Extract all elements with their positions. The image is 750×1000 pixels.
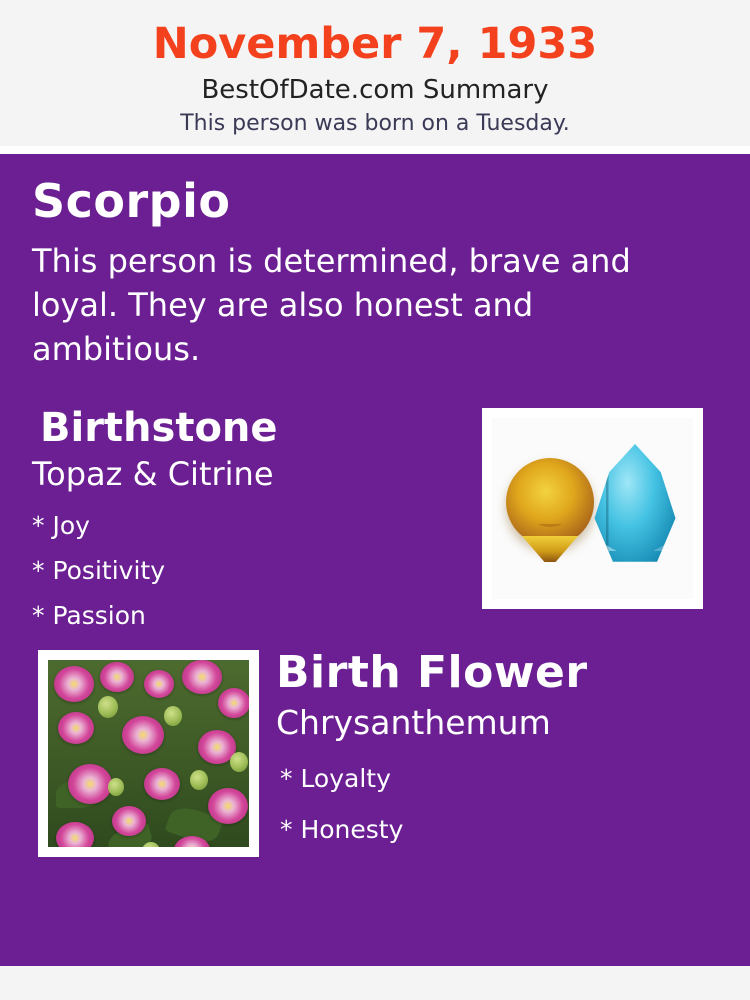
list-item: * Loyalty	[280, 764, 391, 794]
citrine-gem-icon	[506, 458, 594, 546]
birth-flower-name: Chrysanthemum	[276, 702, 551, 742]
birth-flower-section	[0, 647, 750, 880]
bud-icon	[98, 696, 118, 718]
flower-icon	[100, 662, 134, 692]
birth-flower-photo	[38, 650, 259, 857]
header-divider	[0, 146, 750, 154]
bud-icon	[164, 706, 182, 726]
bud-icon	[108, 778, 124, 796]
flower-icon	[208, 788, 248, 824]
flower-icon	[182, 660, 222, 694]
main-panel	[0, 154, 750, 966]
flower-icon	[54, 666, 94, 702]
birth-flower-title: Birth Flower	[276, 647, 588, 699]
list-item: * Positivity	[32, 556, 165, 586]
bud-icon	[230, 752, 248, 772]
birthstone-title: Birthstone	[40, 404, 278, 451]
flower-icon	[68, 764, 112, 804]
birth-flower-text	[276, 647, 740, 845]
flower-icon	[144, 670, 174, 698]
birth-day-text: This person was born on a Tuesday.	[180, 110, 570, 136]
citrine-gem-base-icon	[522, 536, 578, 562]
site-name: BestOfDate.com Summary	[201, 75, 549, 106]
flower-icon	[58, 712, 94, 744]
flower-icon	[144, 768, 180, 800]
zodiac-description: This person is determined, brave and loyal. They are also honest and ambitious.	[32, 241, 631, 368]
birth-flower-image	[48, 660, 249, 847]
list-item: * Joy	[32, 511, 90, 541]
list-item: * Honesty	[280, 815, 404, 845]
topaz-gem-icon	[589, 444, 681, 572]
list-item: * Passion	[32, 601, 146, 631]
flower-icon	[218, 688, 249, 718]
birthstone-name: Topaz & Citrine	[32, 454, 274, 493]
flower-icon	[122, 716, 164, 754]
birthstone-section	[0, 404, 750, 631]
header	[0, 0, 750, 146]
birthstone-image	[492, 418, 693, 599]
bud-icon	[190, 770, 208, 790]
zodiac-sign-title: Scorpio	[32, 173, 231, 228]
birthstone-photo	[482, 408, 703, 609]
bud-icon	[142, 842, 160, 847]
page-title: November 7, 1933	[152, 19, 598, 69]
zodiac-section	[0, 154, 750, 371]
flower-icon	[56, 822, 94, 847]
